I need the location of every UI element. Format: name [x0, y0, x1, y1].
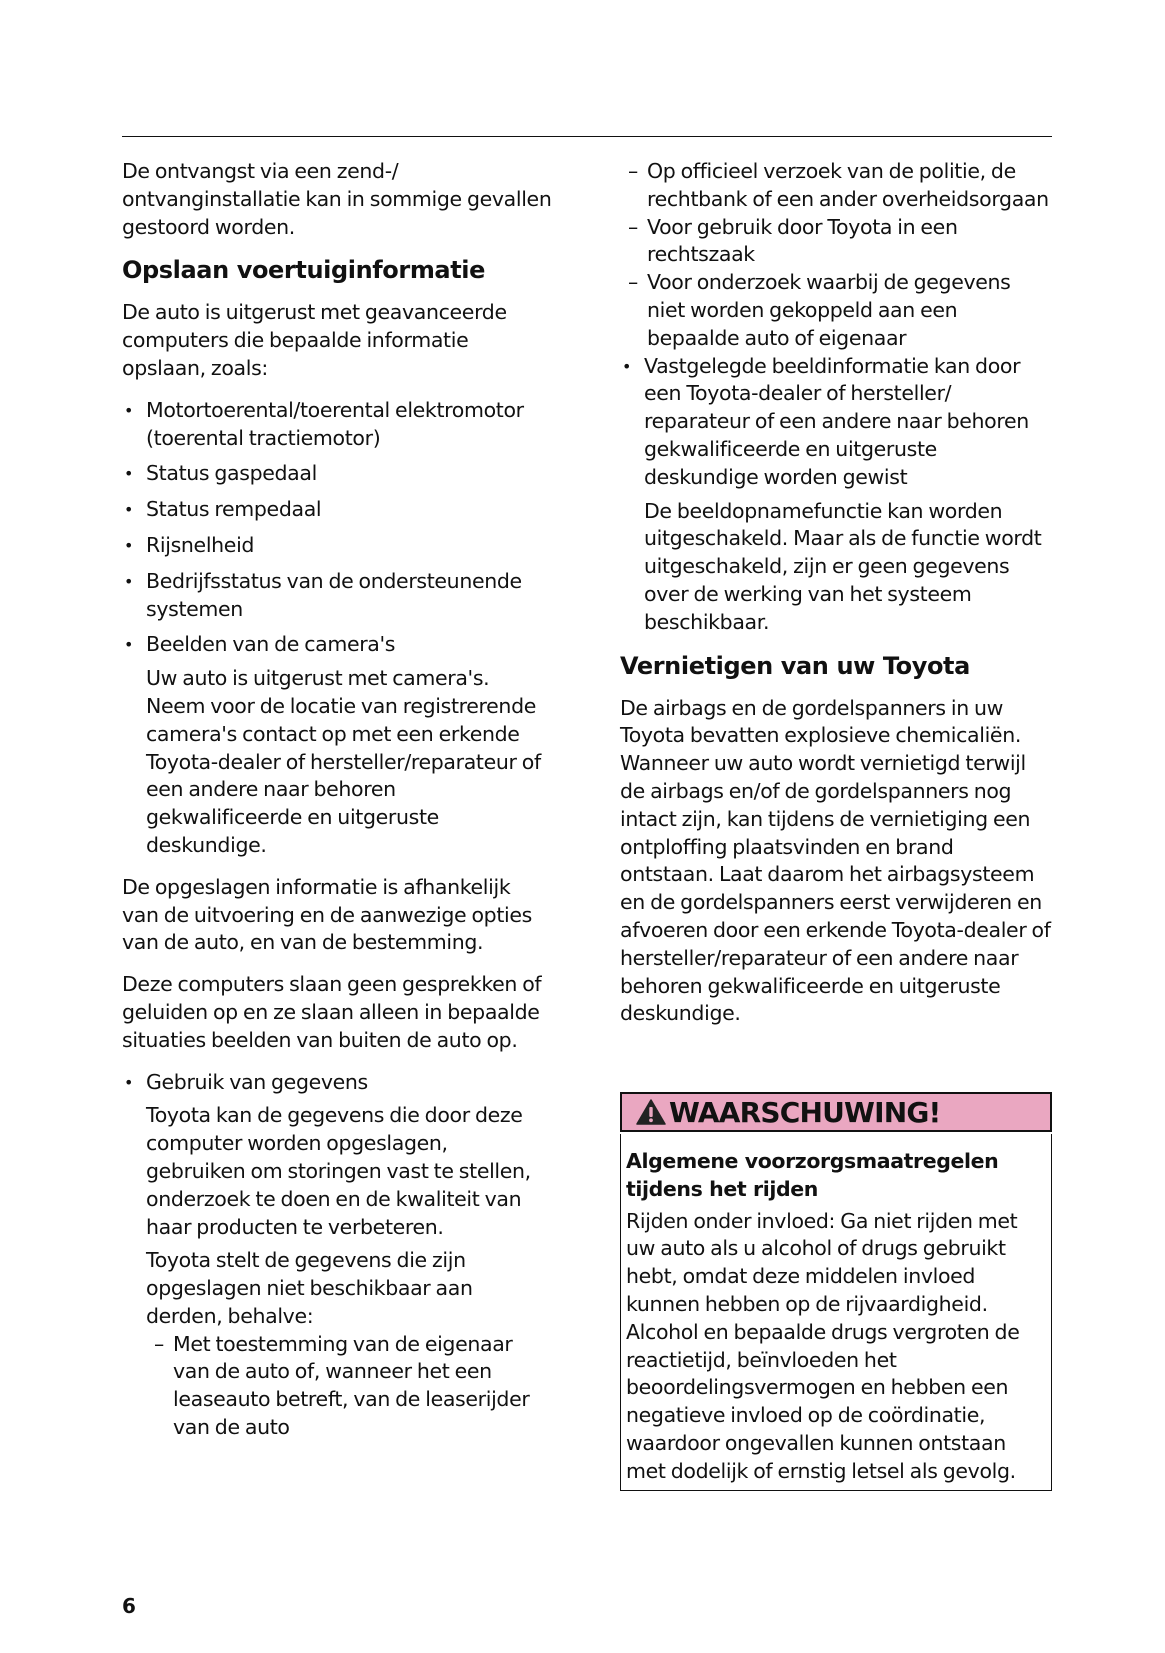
dash-item: – Op officieel verzoek van de politie, de rechtbank of een ander overheidsorgaan — [620, 158, 1052, 214]
list-item — [122, 568, 552, 624]
list-item-text: Status gaspedaal — [146, 461, 317, 486]
right-column — [620, 158, 1052, 1042]
warning-triangle-icon — [636, 1099, 666, 1125]
stored-info-list — [122, 397, 552, 860]
usage-paragraph-1: Toyota kan de gegevens die door deze computer worden opgeslagen, gebruiken om storingen vast te stellen, onderzoek te doen en de kwaliteit van haar producten te verbeteren. — [146, 1103, 531, 1239]
left-column — [122, 158, 552, 1456]
list-item — [620, 353, 1052, 637]
dash-item: – Voor onderzoek waarbij de gegevens niet worden gekoppeld aan een bepaalde auto of eigenaar — [620, 269, 1052, 352]
list-item — [122, 460, 552, 488]
warning-subtitle: Algemene voorzorgsmaatregelen tijdens het rijden — [626, 1149, 999, 1201]
warning-box — [620, 1092, 1052, 1491]
disposal-paragraph: De airbags en de gordelspanners in uw Toyota bevatten explosieve chemicaliën. Wanneer uw auto wordt vernietigd terwijl de airbags en/of de gordelspanners nog intact zijn, kan tijdens de vernietiging een ontploffing plaatsvinden en brand ontstaan. Laat daarom het airbagsysteem en de gordelspanners eerst verwijderen en afvoeren door een erkende Toyota-dealer of hersteller/reparateur of een andere naar behoren gekwalificeerde en uitgeruste deskundige. — [620, 695, 1051, 1026]
warning-text: Rijden onder invloed: Ga niet rijden met uw auto als u alcohol of drugs gebruikt hebt, omdat deze middelen invloed kunnen hebben op de rijvaardigheid. Alcohol en bepaalde drugs vergroten de reactietijd, beïnvloeden het beoordelingsvermogen en hebben een negatieve invloed op de coördinatie, waardoor ongevallen kunnen ontstaan met dodelijk of ernstig letsel als gevolg. — [626, 1208, 1020, 1483]
list-item — [122, 532, 552, 560]
list-item-text: Rijsnelheid — [146, 532, 255, 557]
camera-note: Uw auto is uitgerust met camera's. Neem voor de locatie van registrerende camera's contact op met een erkende Toyota-dealer of hersteller/reparateur of een andere naar behoren gekwalificeerde en uitgeruste deskundige. — [146, 666, 541, 857]
data-usage-list — [122, 1069, 552, 1442]
intro-paragraph: De ontvangst via een zend-/ ontvanginstallatie kan in sommige gevallen gestoord worden. — [122, 159, 552, 239]
list-item-text: Beelden van de camera's — [146, 632, 396, 657]
stored-info-paragraph: De opgeslagen informatie is afhankelijk van de uitvoering en de aanwezige opties van de auto, en van de bestemming. — [122, 874, 532, 955]
warning-title: WAARSCHUWING! — [669, 1095, 941, 1129]
storage-intro: De auto is uitgerust met geavanceerde computers die bepaalde informatie opslaan, zoals: — [122, 300, 507, 380]
top-rule — [122, 136, 1052, 137]
exceptions-list-continued — [620, 158, 1052, 353]
list-item-text: Status rempedaal — [146, 497, 322, 522]
list-item — [122, 631, 552, 859]
dash-item: – Met toestemming van de eigenaar van de auto of, wanneer het een leaseauto betreft, van de leaserijder van de auto — [146, 1331, 552, 1442]
recording-paragraph: Deze computers slaan geen gesprekken of geluiden op en ze slaan alleen in bepaalde situaties beelden van buiten de auto op. — [122, 972, 542, 1052]
image-info-list — [620, 353, 1052, 637]
list-item-text: Vastgelegde beeldinformatie kan door een Toyota-dealer of hersteller/ reparateur of een andere naar behoren gekwalificeerde en uitgeruste deskundige worden gewist — [644, 353, 1029, 489]
usage-paragraph-2: Toyota stelt de gegevens die zijn opgeslagen niet beschikbaar aan derden, behalve: — [146, 1248, 473, 1328]
section-heading-disposal: Vernietigen van uw Toyota — [620, 651, 970, 680]
exceptions-list — [146, 1331, 552, 1442]
section-heading-storage: Opslaan voertuiginformatie — [122, 256, 485, 285]
warning-body — [620, 1134, 1052, 1491]
list-item-text: Gebruik van gegevens — [146, 1069, 368, 1094]
list-item — [122, 397, 552, 453]
page-number: 6 — [122, 1594, 136, 1618]
warning-header — [620, 1092, 1052, 1132]
dash-item: – Voor gebruik door Toyota in een rechtszaak — [620, 214, 1052, 270]
list-item-text: Motortoerental/toerental elektromotor (toerental tractiemotor) — [146, 397, 524, 450]
list-item-text: Bedrijfsstatus van de ondersteunende systemen — [146, 568, 522, 621]
image-function-note: De beeldopnamefunctie kan worden uitgeschakeld. Maar als de functie wordt uitgeschakeld, zijn er geen gegevens over de werking van het systeem beschikbaar. — [644, 498, 1042, 634]
list-item — [122, 496, 552, 524]
list-item — [122, 1069, 552, 1442]
